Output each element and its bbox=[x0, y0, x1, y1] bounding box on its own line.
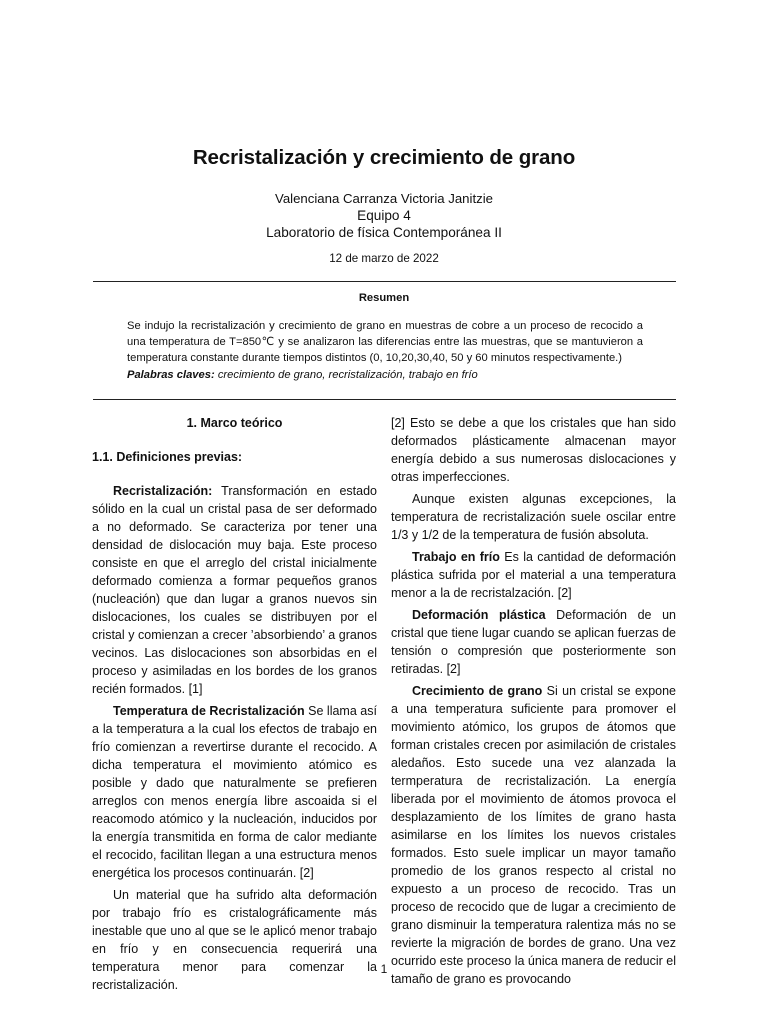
term-deformacion-plastica: Deformación plástica bbox=[412, 608, 546, 622]
abstract-bottom-rule bbox=[93, 399, 676, 400]
term-trabajo-frio: Trabajo en frío bbox=[412, 550, 500, 564]
paragraph-recristalizacion bbox=[92, 482, 377, 698]
page-number: 1 bbox=[380, 962, 388, 976]
abstract bbox=[127, 318, 643, 383]
paragraph-trabajo-frio bbox=[391, 548, 676, 602]
left-column bbox=[92, 414, 377, 998]
abstract-top-rule bbox=[93, 281, 676, 282]
lab-name: Laboratorio de física Contemporánea II bbox=[266, 225, 502, 240]
term-crecimiento-grano: Crecimiento de grano bbox=[412, 684, 543, 698]
paper-date: 12 de marzo de 2022 bbox=[329, 252, 439, 265]
subsection-heading: 1.1. Definiciones previas: bbox=[92, 450, 243, 464]
abstract-text: Se indujo la recristalización y crecimiento de grano en muestras de cobre a un proceso de recocido a una temperatura de T=850℃ y se analizaron las diferencias entre las muestras, que se mantuvieron a temperatura constante durante tiempos distintos (0, 10,20,30,40, 50 y 60 minutos respectivamente.) bbox=[127, 320, 643, 365]
team-name: Equipo 4 bbox=[357, 208, 411, 223]
section-heading: 1. Marco teórico bbox=[186, 416, 283, 430]
term-recristalizacion: Recristalización: bbox=[113, 484, 213, 498]
text-deformacion-plastica: Deformación de un cristal que tiene lugar cuando se aplican fuerzas de tensión o compresión que posteriormente son retiradas. [2] bbox=[391, 608, 676, 676]
author-name: Valenciana Carranza Victoria Janitzie bbox=[275, 191, 493, 206]
paragraph-temperatura bbox=[92, 702, 377, 882]
abstract-heading: Resumen bbox=[358, 292, 410, 304]
text-temperatura: Se llama así a la temperatura a la cual los efectos de trabajo en frío comienzan a revertirse durante el recocido. A dicha temperatura el movimiento atómico es posible y dado que naturalmente se prefieren arreglos con menos energía libre ascoaida si el reacomodo atómico y la nucleación, inducidos por la energía transmitida en forma de calor mediante el recocido, facilitan llegan a una estructura menos energética los procesos continuarán. [2] bbox=[92, 704, 377, 880]
term-temperatura: Temperatura de Recristalización bbox=[113, 704, 305, 718]
text-recristalizacion: Transformación en estado sólido en la cual un cristal pasa de ser deformado a no deformado. Se caracteriza por tener una densidad de dislocación muy baja. Este proceso consiste en que el arreglo del cristal inicialmente deformado comienza a formar pequeños granos (nucleación) que dan lugar a granos nuevos sin dislocaciones, los cuales se distribuyen por el cristal y comienzan a crecer ’absorbiendo’ a granos vecinos. Las dislocaciones son absorbidas en el proceso y asimiladas en los bordes de los granos recién formados. [1] bbox=[92, 484, 377, 696]
paragraph-deformacion-alta: Un material que ha sufrido alta deformación por trabajo frío es cristalográficamente más inestable que uno al que se le aplicó menor trabajo en frío y en consecuencia requerirá una temperatura menor para comenzar la recristalización. bbox=[92, 888, 377, 992]
keywords-list: crecimiento de grano, recristalización, trabajo en frío bbox=[217, 368, 478, 381]
paragraph-crecimiento-grano bbox=[391, 682, 676, 988]
right-column bbox=[391, 414, 676, 992]
paper-title: Recristalización y crecimiento de grano bbox=[192, 146, 576, 169]
paragraph-continuacion: [2] Esto se debe a que los cristales que han sido deformados plásticamente almacenan mayor energía debido a sus numerosas dislocaciones y otras imperfecciones. bbox=[391, 416, 676, 484]
paragraph-deformacion-plastica bbox=[391, 606, 676, 678]
keywords-label: Palabras claves: bbox=[127, 368, 215, 381]
abstract-keywords bbox=[127, 367, 643, 383]
paragraph-excepciones: Aunque existen algunas excepciones, la temperatura de recristalización suele oscilar entre 1/3 y 1/2 de la temperatura de fusión absoluta. bbox=[391, 492, 676, 542]
text-crecimiento-grano: Si un cristal se expone a una temperatura suficiente para promover el movimiento atómico, los grupos de átomos que forman cristales crecen por asimilación de cristales aledaños. Esto sucede una vez alanzada la termperatura de recristalización. La energía liberada por el movimiento de átomos provoca el desplazamiento de los límites de grano hasta asimilarse en los límites los nuevos cristales formados. Esto suele implicar un mayor tamaño promedio de los granos respecto al cristal no expuesto a un proceso de recocido. Tras un proceso de recocido que de lugar a crecimiento de grano disminuir la temperatura ralentiza más no se revierte la migración de bordes de grano. Una vez ocurrido este proceso la única manera de reducir el tamaño de grano es provocando bbox=[391, 684, 676, 986]
text-trabajo-frio: Es la cantidad de deformación plástica sufrida por el material a una temperatura menor a la de recristalzación. [2] bbox=[391, 550, 676, 600]
